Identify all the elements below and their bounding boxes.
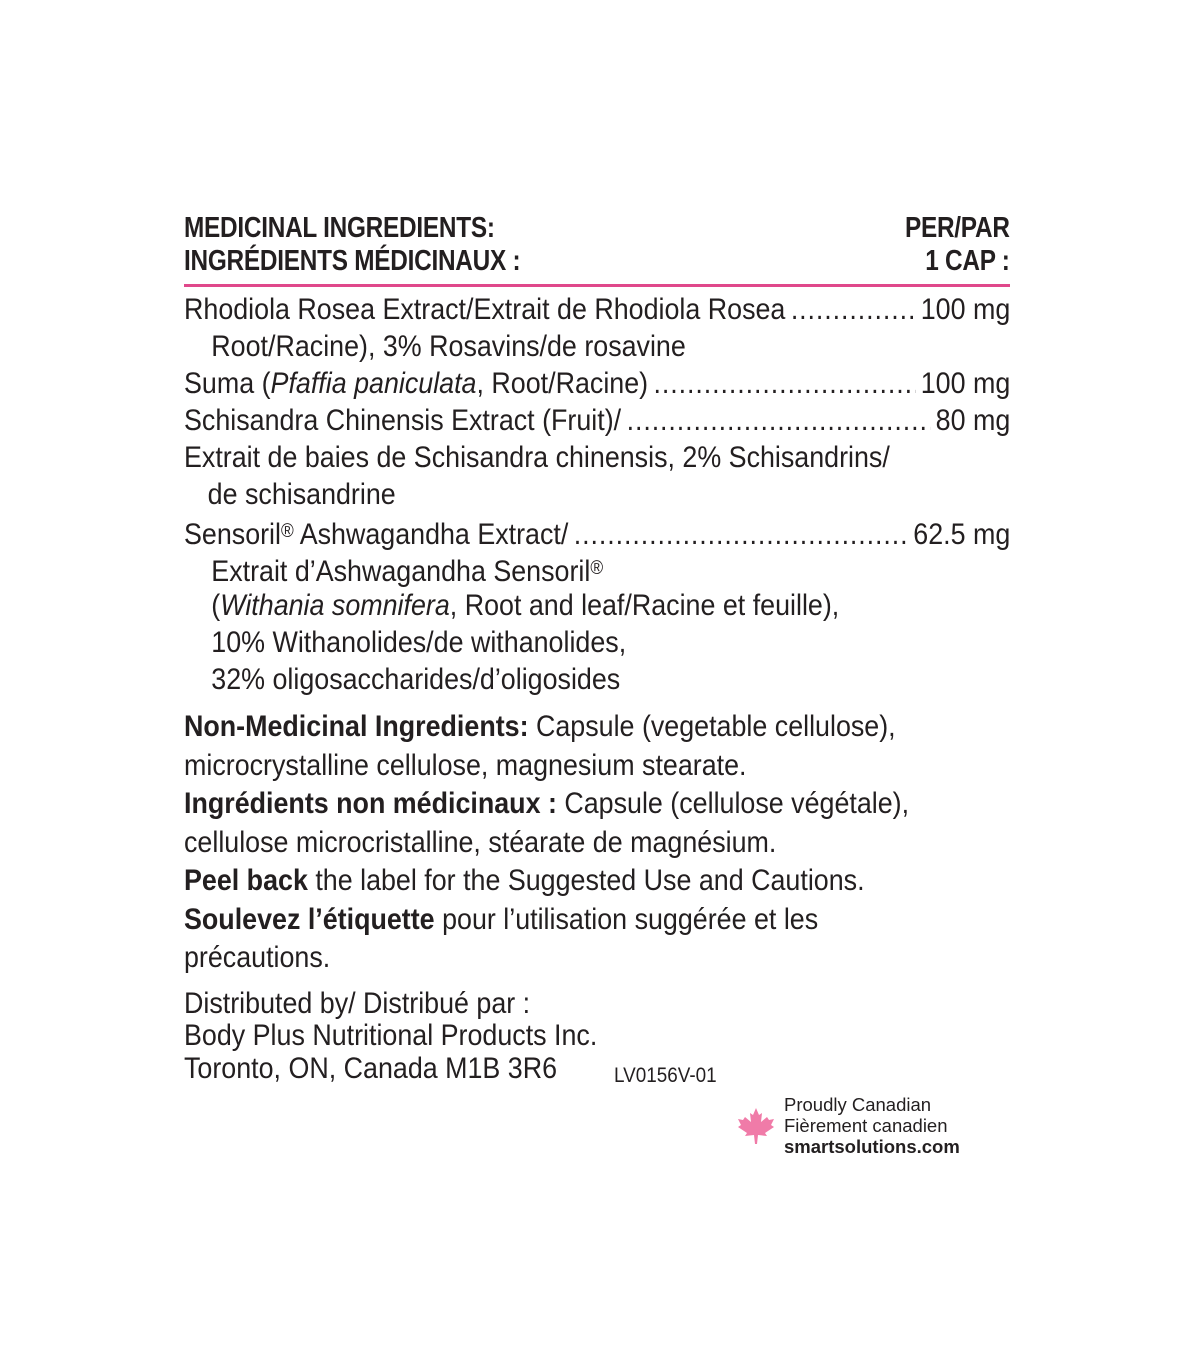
nmi-fr-line2: cellulose microcristalline, stéarate de magnésium.	[184, 825, 777, 859]
nmi-en-text: Capsule (vegetable cellulose),	[528, 710, 896, 743]
registered-mark: ®	[280, 521, 294, 542]
ingredient-detail: 10% Withanolides/de withanolides,	[211, 626, 627, 659]
header-title	[184, 212, 520, 278]
sensoril-fr: Extrait d’Ashwagandha Sensoril	[211, 555, 591, 588]
peel-back-note	[184, 862, 1010, 901]
distributor-company: Body Plus Nutritional Products Inc.	[184, 1019, 598, 1052]
dot-leader	[627, 402, 931, 439]
badge-text	[784, 1094, 960, 1157]
sensoril-brand: Sensoril	[184, 518, 281, 551]
ingredient-detail: de schisandrine	[207, 478, 396, 511]
ingredient-detail	[184, 587, 1010, 624]
ingredient-row-schisandra	[184, 402, 1010, 439]
label-code: LV0156V-01	[614, 1064, 717, 1087]
suma-suffix: , Root/Racine)	[476, 367, 649, 400]
ingredient-detail	[184, 550, 1010, 587]
distributor-address: Toronto, ON, Canada M1B 3R6	[184, 1051, 558, 1085]
nmi-en-line2: microcrystalline cellulose, magnesium stearate.	[184, 748, 747, 782]
ingredient-name	[184, 365, 648, 402]
nmi-en-label: Non-Medicinal Ingredients:	[184, 710, 529, 743]
ingredient-detail: 32% oligosaccharides/d’oligosides	[211, 663, 621, 696]
ingredient-row-sensoril	[184, 513, 1010, 550]
header-title-fr: INGRÉDIENTS MÉDICINAUX :	[184, 245, 521, 277]
header-title-en: MEDICINAL INGREDIENTS:	[184, 212, 495, 244]
registered-mark: ®	[590, 558, 604, 579]
ingredient-name: Rhodiola Rosea Extract/Extrait de Rhodiola Rosea	[184, 293, 786, 326]
paren-open: (	[211, 589, 221, 622]
website-link[interactable]: smartsolutions.com	[784, 1136, 960, 1157]
medicinal-ingredients-list	[184, 291, 1010, 698]
ingredient-dose: 80 mg	[935, 404, 1011, 437]
nmi-fr-label: Ingrédients non médicinaux :	[184, 787, 557, 820]
sensoril-extract: Ashwagandha Extract/	[293, 518, 569, 551]
peel-back-bold: Peel back	[184, 864, 308, 897]
non-medicinal-section	[184, 708, 1010, 978]
ingredient-dose: 100 mg	[920, 367, 1011, 400]
peel-back-text: the label for the Suggested Use and Cautions.	[307, 864, 865, 897]
nmi-fr-text: Capsule (cellulose végétale),	[556, 787, 910, 820]
nmi-en-line1	[184, 708, 1010, 747]
ingredient-row-suma	[184, 365, 1010, 402]
soulevez-bold: Soulevez l’étiquette	[184, 902, 435, 936]
dot-leader	[654, 365, 916, 402]
distributor-block	[184, 988, 1010, 1086]
ingredient-name: Schisandra Chinensis Extract (Fruit)/	[184, 404, 622, 437]
nmi-fr-line1	[184, 785, 1010, 824]
soulevez-note-line2: précautions.	[184, 941, 331, 974]
badge-line-fr: Fièrement canadien	[784, 1115, 948, 1136]
dot-leader	[791, 291, 915, 328]
header-per-cap	[905, 212, 1010, 278]
latin-name: Withania somnifera	[220, 589, 450, 622]
soulevez-text: pour l’utilisation suggérée et les	[434, 902, 819, 936]
soulevez-note	[184, 901, 1010, 940]
supplement-facts-label	[184, 212, 1010, 1085]
suma-prefix: Suma (	[184, 367, 271, 400]
withania-rest: , Root and leaf/Racine et feuille),	[449, 589, 840, 622]
header-cap: 1 CAP :	[925, 245, 1010, 277]
ingredient-name	[184, 513, 568, 553]
ingredient-dose: 100 mg	[920, 293, 1011, 326]
dot-leader	[574, 516, 908, 553]
ingredient-detail: Root/Racine), 3% Rosavins/de rosavine	[211, 330, 686, 363]
ingredient-row-rhodiola	[184, 291, 1010, 328]
maple-leaf-icon	[736, 1106, 776, 1146]
header-per: PER/PAR	[905, 212, 1010, 244]
latin-name: Pfaffia paniculata	[270, 367, 477, 400]
distributor-line1: Distributed by/ Distribué par :	[184, 986, 531, 1020]
ingredient-dose: 62.5 mg	[913, 518, 1011, 551]
badge-line-en: Proudly Canadian	[784, 1094, 932, 1115]
proudly-canadian-badge	[736, 1094, 960, 1157]
ingredient-detail: Extrait de baies de Schisandra chinensis, 2% Schisandrins/	[184, 441, 890, 474]
maple-leaf-shape	[738, 1108, 774, 1144]
ingredients-header	[184, 212, 1010, 287]
